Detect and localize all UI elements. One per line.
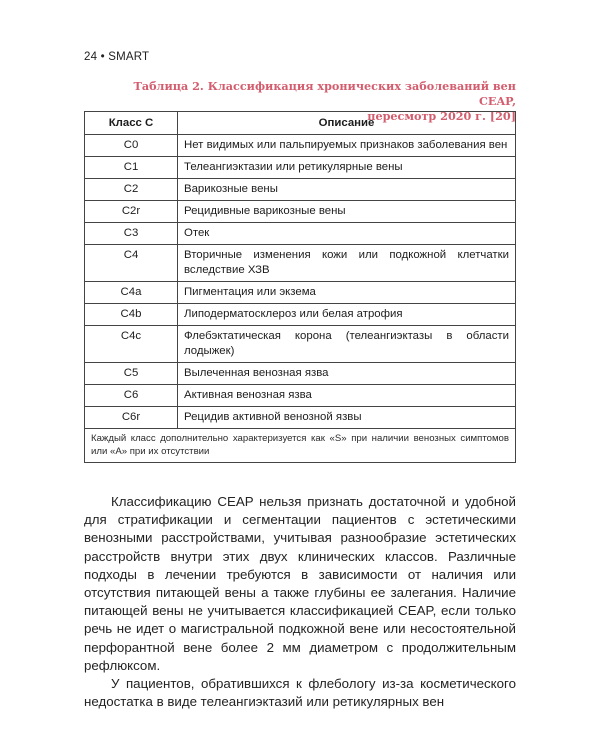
- table-row: [85, 223, 516, 245]
- running-title: SMART: [108, 51, 150, 63]
- class-description: Пигментация или экзема: [178, 282, 516, 304]
- class-code: C2: [85, 179, 178, 201]
- class-description: Отек: [178, 223, 516, 245]
- ceap-classification-table: [84, 111, 516, 463]
- class-code: C4c: [85, 326, 178, 363]
- class-code: C2r: [85, 201, 178, 223]
- table-caption-line-2: пересмотр 2020 г. [20]: [367, 109, 516, 123]
- class-description: Рецидив активной венозной язвы: [178, 407, 516, 429]
- class-code: C4: [85, 245, 178, 282]
- table-row: [85, 179, 516, 201]
- table-caption-line-1: Таблица 2. Классификация хронических заболеваний вен CEAP,: [133, 79, 516, 108]
- table-row: [85, 326, 516, 363]
- table-row: [85, 363, 516, 385]
- table-row: [85, 135, 516, 157]
- running-header: [84, 51, 149, 63]
- class-code: C5: [85, 363, 178, 385]
- table-row: [85, 245, 516, 282]
- class-code: C1: [85, 157, 178, 179]
- class-code: C4a: [85, 282, 178, 304]
- class-code: C6: [85, 385, 178, 407]
- class-description: Нет видимых или пальпируемых признаков заболевания вен: [178, 135, 516, 157]
- table-row: [85, 157, 516, 179]
- paragraph-2: У пациентов, обратившихся к флебологу из-за косметического недостатка в виде телеангиэктазий или ретикулярных вен: [84, 676, 516, 710]
- page-number: 24: [84, 51, 98, 63]
- body-text: [84, 493, 516, 711]
- table-row: [85, 407, 516, 429]
- class-description: Липодерматосклероз или белая атрофия: [178, 304, 516, 326]
- class-description: Рецидивные варикозные вены: [178, 201, 516, 223]
- class-code: C6r: [85, 407, 178, 429]
- class-code: C3: [85, 223, 178, 245]
- table-row: [85, 385, 516, 407]
- class-description: Вылеченная венозная язва: [178, 363, 516, 385]
- column-header-description: Описание: [178, 112, 516, 135]
- class-description: Флебэктатическая корона (телеангиэктазы в области лодыжек): [178, 326, 516, 363]
- table-row: [85, 201, 516, 223]
- header-separator: •: [97, 51, 109, 63]
- class-code: C0: [85, 135, 178, 157]
- class-description: Варикозные вены: [178, 179, 516, 201]
- class-description: Активная венозная язва: [178, 385, 516, 407]
- class-description: Вторичные изменения кожи или подкожной клетчатки вследствие ХЗВ: [178, 245, 516, 282]
- paragraph-1: Классификацию CEAP нельзя признать достаточной и удобной для стратификации и сегментации пациентов с эстетическими венозными расстройствами, учитывая разнообразие эстетических расстройств внутри этих двух клинических классов. Различные подходы в лечении требуются в зависимости от наличия или отсутствия питающей вены а также глубины ее залегания. Наличие питающей вены не учитывается классификацией CEAP, если только речь не идет о магистральной подкожной вене или несостоятельной перфорантной вене более 2 мм диаметром с продолжительным рефлюксом.: [84, 494, 516, 673]
- table-row: [85, 304, 516, 326]
- table-note-row: [85, 429, 516, 463]
- class-description: Телеангиэктазии или ретикулярные вены: [178, 157, 516, 179]
- table-footnote: Каждый класс дополнительно характеризуется как «S» при наличии венозных симптомов или «A» при их отсутствии: [85, 429, 516, 463]
- column-header-class: Класс С: [85, 112, 178, 135]
- table-row: [85, 282, 516, 304]
- table-header-row: [85, 112, 516, 135]
- class-code: C4b: [85, 304, 178, 326]
